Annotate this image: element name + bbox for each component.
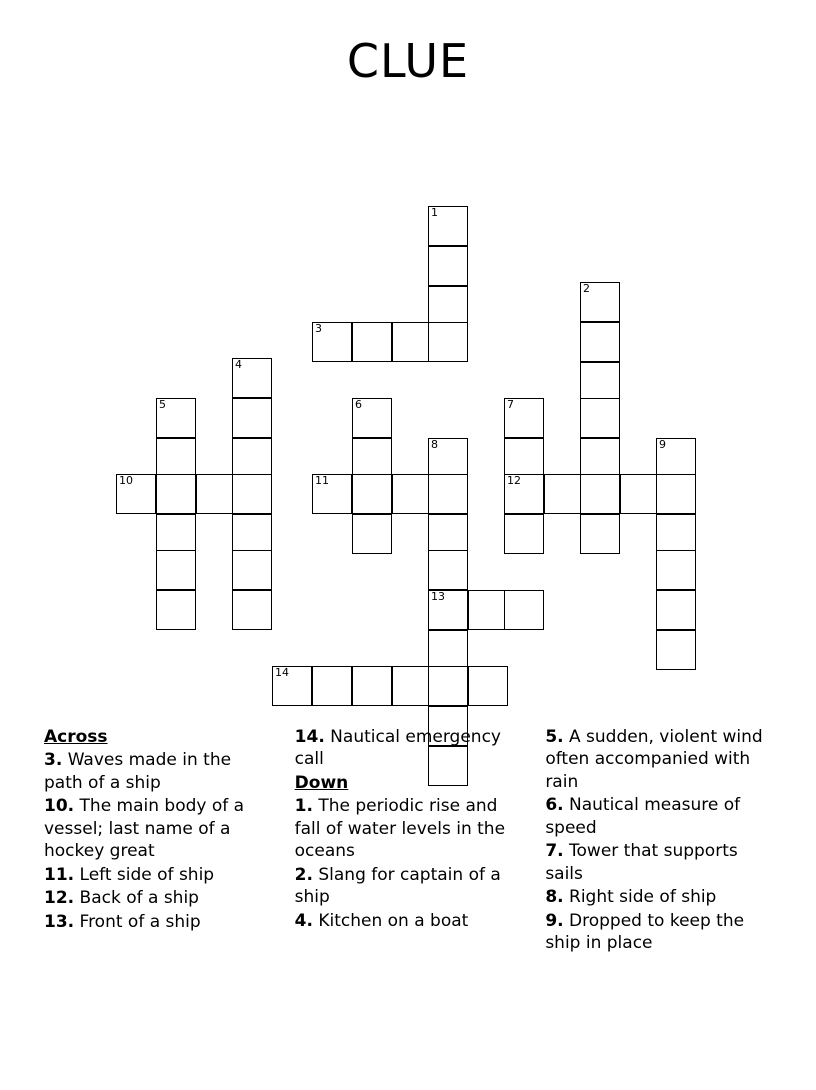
grid-cell[interactable] — [656, 550, 696, 590]
clues-section — [0, 726, 816, 1066]
grid-cell[interactable] — [504, 438, 544, 478]
grid-cell[interactable] — [232, 514, 272, 554]
grid-cell[interactable] — [580, 322, 620, 362]
grid-cell[interactable] — [580, 474, 620, 514]
clue-number: 2. — [294, 864, 313, 885]
grid-cell[interactable] — [156, 398, 196, 438]
clue-text: Tower that supports sails — [545, 841, 738, 884]
clue-text: The main body of a vessel; last name of a hockey great — [44, 796, 245, 862]
grid-cell[interactable] — [504, 398, 544, 438]
cell-number: 1 — [431, 206, 438, 219]
grid-cell[interactable] — [620, 474, 660, 514]
grid-cell[interactable] — [504, 474, 544, 514]
clue-text: Kitchen on a boat — [312, 910, 469, 931]
down-clue — [545, 840, 772, 885]
clue-text: A sudden, violent wind often accompanied with rain — [545, 727, 763, 792]
cell-number: 14 — [275, 666, 289, 679]
clue-text: Left side of ship — [74, 864, 215, 885]
grid-cell[interactable] — [352, 438, 392, 478]
clue-number: 10. — [44, 796, 75, 817]
grid-cell[interactable] — [544, 474, 584, 514]
grid-cell[interactable] — [656, 514, 696, 554]
down-clue — [545, 886, 772, 908]
crossword-grid — [0, 96, 816, 696]
grid-cell[interactable] — [656, 474, 696, 514]
cell-number: 8 — [431, 438, 438, 451]
grid-cell[interactable] — [580, 282, 620, 322]
grid-cell[interactable] — [428, 246, 468, 286]
grid-cell[interactable] — [232, 550, 272, 590]
clue-text: Nautical measure of speed — [545, 795, 741, 838]
cell-number: 3 — [315, 322, 322, 335]
clue-columns — [44, 726, 772, 954]
grid-cell[interactable] — [156, 474, 196, 514]
clue-number: 7. — [545, 841, 564, 862]
cell-number: 9 — [659, 438, 666, 451]
grid-cell[interactable] — [352, 666, 392, 706]
grid-cell[interactable] — [232, 474, 272, 514]
clue-text: Nautical emergency call — [294, 727, 501, 770]
clue-number: 6. — [545, 795, 564, 816]
grid-cell[interactable] — [468, 590, 508, 630]
page-title: CLUE — [346, 34, 470, 88]
grid-cell[interactable] — [312, 666, 352, 706]
down-clue — [545, 726, 772, 793]
grid-cell[interactable] — [428, 590, 468, 630]
down-clue — [545, 910, 772, 955]
clue-number: 14. — [294, 727, 325, 747]
across-clue — [44, 749, 271, 794]
grid-cell[interactable] — [468, 666, 508, 706]
down-clue — [295, 864, 522, 909]
grid-cell[interactable] — [232, 438, 272, 478]
across-clue — [44, 887, 271, 909]
grid-cell[interactable] — [156, 514, 196, 554]
clue-number: 1. — [294, 796, 313, 817]
clue-number: 12. — [44, 888, 75, 909]
clue-number: 4. — [294, 910, 313, 931]
clue-number: 3. — [44, 750, 63, 771]
grid-cell[interactable] — [428, 514, 468, 554]
grid-cell[interactable] — [352, 322, 392, 362]
clue-text: Waves made in the path of a ship — [44, 750, 232, 793]
cell-number: 13 — [431, 590, 445, 603]
grid-cell[interactable] — [504, 514, 544, 554]
grid-cell[interactable] — [656, 590, 696, 630]
across-clue — [44, 864, 271, 886]
grid-cell[interactable] — [232, 590, 272, 630]
cell-number: 7 — [507, 398, 514, 411]
clue-number: 13. — [44, 911, 75, 932]
grid-cell[interactable] — [580, 362, 620, 402]
grid-cell[interactable] — [580, 398, 620, 438]
across-clue — [44, 911, 271, 933]
clue-number: 5. — [545, 727, 564, 747]
grid-cell[interactable] — [272, 666, 312, 706]
grid-cell[interactable] — [156, 590, 196, 630]
cell-number: 10 — [119, 474, 133, 487]
down-clue — [545, 794, 772, 839]
clue-text: Slang for captain of a ship — [294, 864, 501, 908]
grid-cell[interactable] — [656, 438, 696, 478]
clue-number: 8. — [545, 887, 564, 908]
cell-number: 11 — [315, 474, 329, 487]
grid-cell[interactable] — [392, 666, 432, 706]
clue-text: Back of a ship — [74, 888, 199, 909]
grid-cell[interactable] — [352, 474, 392, 514]
grid-cell[interactable] — [428, 438, 468, 478]
clue-number: 9. — [545, 910, 564, 931]
grid-cell[interactable] — [392, 474, 432, 514]
grid-cell[interactable] — [428, 474, 468, 514]
grid-cell[interactable] — [196, 474, 236, 514]
across-clue — [44, 795, 271, 862]
across-heading: Across — [44, 727, 108, 747]
clue-text: Front of a ship — [74, 911, 201, 932]
grid-cell[interactable] — [232, 398, 272, 438]
grid-cell[interactable] — [428, 206, 468, 246]
grid-cell[interactable] — [428, 550, 468, 590]
grid-cell[interactable] — [352, 514, 392, 554]
grid-cell[interactable] — [312, 322, 352, 362]
grid-cell[interactable] — [580, 514, 620, 554]
grid-cell[interactable] — [116, 474, 156, 514]
grid-cell[interactable] — [312, 474, 352, 514]
grid-cell[interactable] — [352, 398, 392, 438]
down-heading: Down — [294, 772, 349, 793]
clue-number: 11. — [44, 864, 75, 885]
cell-number: 4 — [235, 358, 242, 371]
down-clue — [295, 910, 522, 932]
clue-text: Dropped to keep the ship in place — [545, 910, 745, 953]
grid-cell[interactable] — [428, 666, 468, 706]
grid-cell[interactable] — [428, 286, 468, 326]
grid-cell[interactable] — [392, 322, 432, 362]
cell-number: 5 — [159, 398, 166, 411]
grid-cell[interactable] — [156, 550, 196, 590]
cell-number: 6 — [355, 398, 362, 411]
grid-cell[interactable] — [580, 438, 620, 478]
grid-cell[interactable] — [428, 630, 468, 670]
across-clue — [295, 726, 522, 771]
clue-text: The periodic rise and fall of water levels in the oceans — [294, 796, 506, 862]
grid-cell[interactable] — [428, 322, 468, 362]
grid-cell[interactable] — [156, 438, 196, 478]
cell-number: 2 — [583, 282, 590, 295]
down-clue — [295, 795, 522, 862]
grid-cell[interactable] — [504, 590, 544, 630]
grid-cell[interactable] — [232, 358, 272, 398]
cell-number: 12 — [507, 474, 521, 487]
grid-cell[interactable] — [656, 630, 696, 670]
clue-text: Right side of ship — [563, 887, 717, 908]
